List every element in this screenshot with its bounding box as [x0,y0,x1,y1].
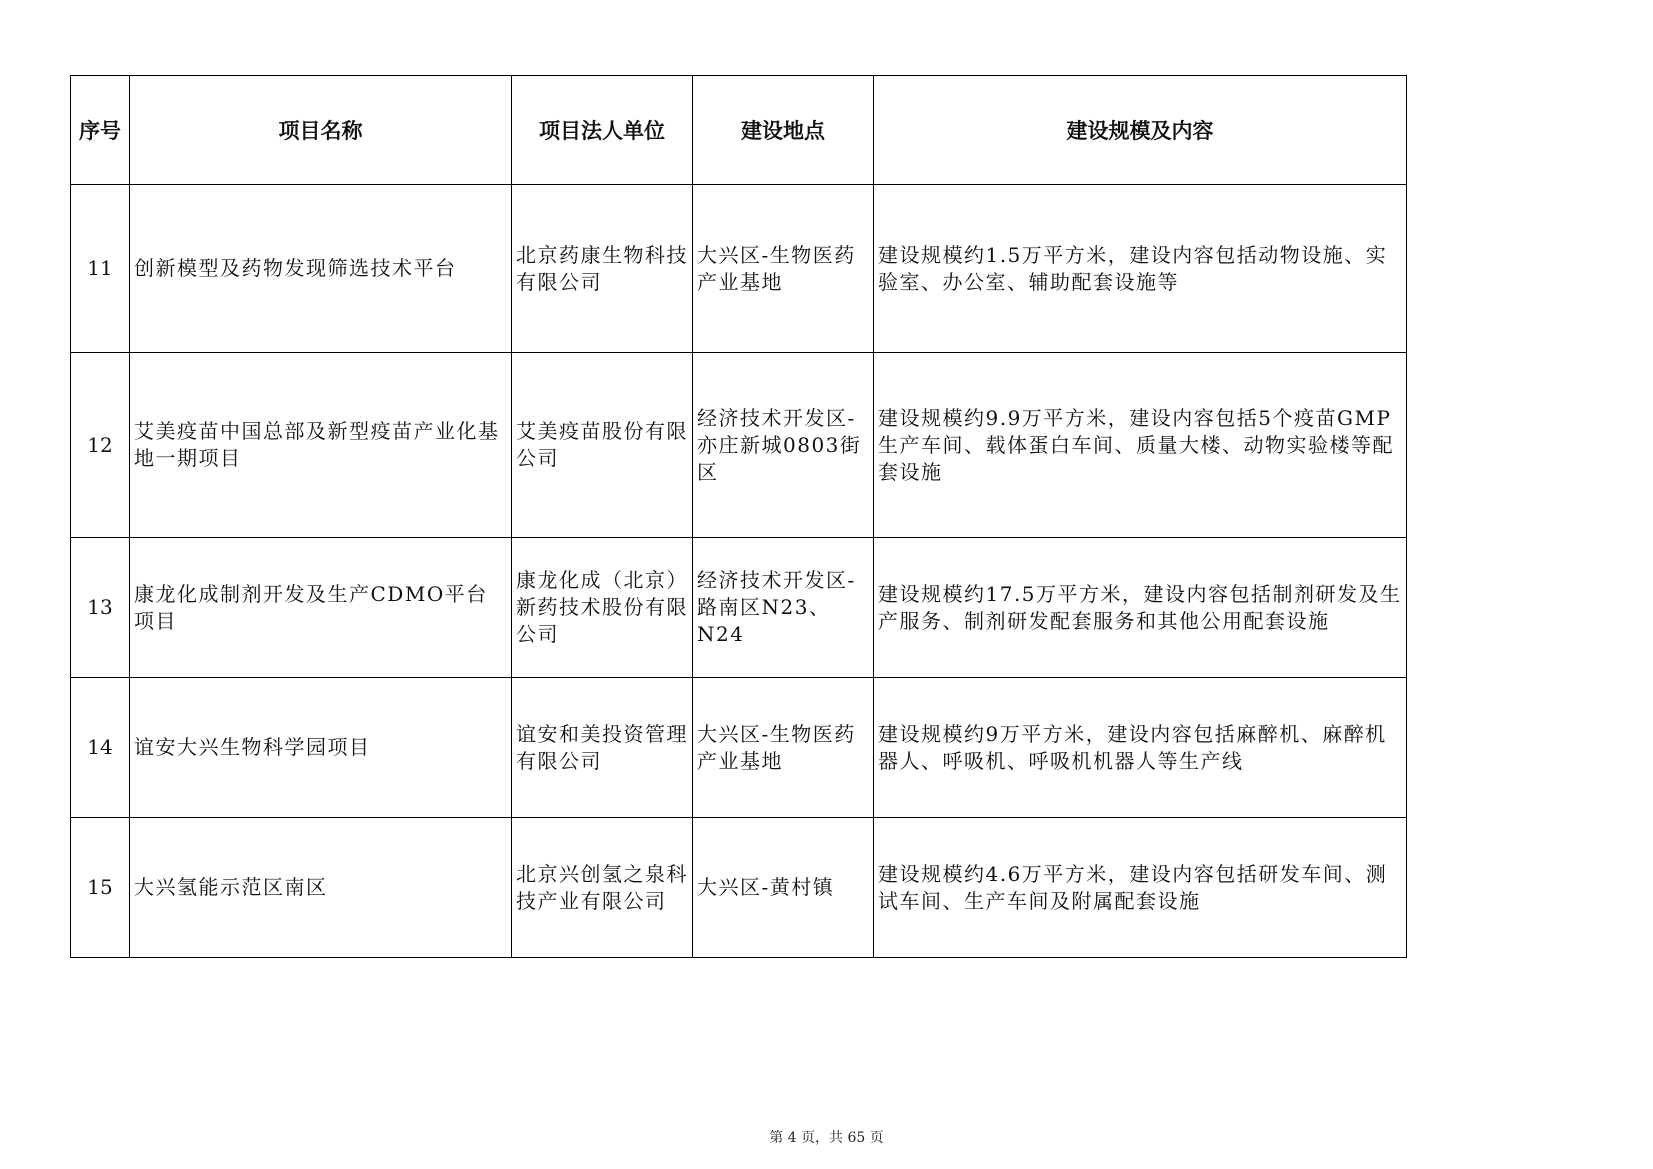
table-row [71,353,1407,538]
cell-scale-content: 建设规模约4.6万平方米，建设内容包括研发车间、测试车间、生产车间及附属配套设施 [874,818,1407,958]
header-project-name: 项目名称 [130,76,512,185]
cell-owner-unit: 北京药康生物科技有限公司 [512,185,693,353]
page-footer [0,1127,1653,1147]
cell-owner-unit: 北京兴创氢之泉科技产业有限公司 [512,818,693,958]
project-table [70,75,1407,958]
cell-location: 经济技术开发区-亦庄新城0803街区 [693,353,874,538]
table-header [71,76,1407,185]
cell-no: 11 [71,185,130,353]
cell-no: 14 [71,678,130,818]
cell-scale-content: 建设规模约17.5万平方米，建设内容包括制剂研发及生产服务、制剂研发配套服务和其他公用配套设施 [874,538,1407,678]
table-body [71,185,1407,958]
table-row [71,818,1407,958]
cell-no: 15 [71,818,130,958]
cell-no: 12 [71,353,130,538]
header-owner-unit: 项目法人单位 [512,76,693,185]
cell-location: 大兴区-生物医药产业基地 [693,185,874,353]
cell-location: 大兴区-黄村镇 [693,818,874,958]
cell-project-name: 谊安大兴生物科学园项目 [130,678,512,818]
cell-project-name: 艾美疫苗中国总部及新型疫苗产业化基地一期项目 [130,353,512,538]
table-row [71,678,1407,818]
page-number-text: 第 4 页，共 65 页 [769,1130,884,1146]
cell-no: 13 [71,538,130,678]
header-no: 序号 [71,76,130,185]
cell-owner-unit: 艾美疫苗股份有限公司 [512,353,693,538]
header-location: 建设地点 [693,76,874,185]
cell-project-name: 创新模型及药物发现筛选技术平台 [130,185,512,353]
cell-location: 大兴区-生物医药产业基地 [693,678,874,818]
cell-scale-content: 建设规模约9.9万平方米，建设内容包括5个疫苗GMP生产车间、载体蛋白车间、质量大楼、动物实验楼等配套设施 [874,353,1407,538]
table-row [71,538,1407,678]
cell-owner-unit: 谊安和美投资管理有限公司 [512,678,693,818]
cell-scale-content: 建设规模约1.5万平方米，建设内容包括动物设施、实验室、办公室、辅助配套设施等 [874,185,1407,353]
cell-owner-unit: 康龙化成（北京）新药技术股份有限公司 [512,538,693,678]
table-row [71,185,1407,353]
cell-project-name: 康龙化成制剂开发及生产CDMO平台项目 [130,538,512,678]
cell-location: 经济技术开发区-路南区N23、N24 [693,538,874,678]
header-row [71,76,1407,185]
cell-project-name: 大兴氢能示范区南区 [130,818,512,958]
cell-scale-content: 建设规模约9万平方米，建设内容包括麻醉机、麻醉机器人、呼吸机、呼吸机机器人等生产线 [874,678,1407,818]
header-scale-content: 建设规模及内容 [874,76,1407,185]
